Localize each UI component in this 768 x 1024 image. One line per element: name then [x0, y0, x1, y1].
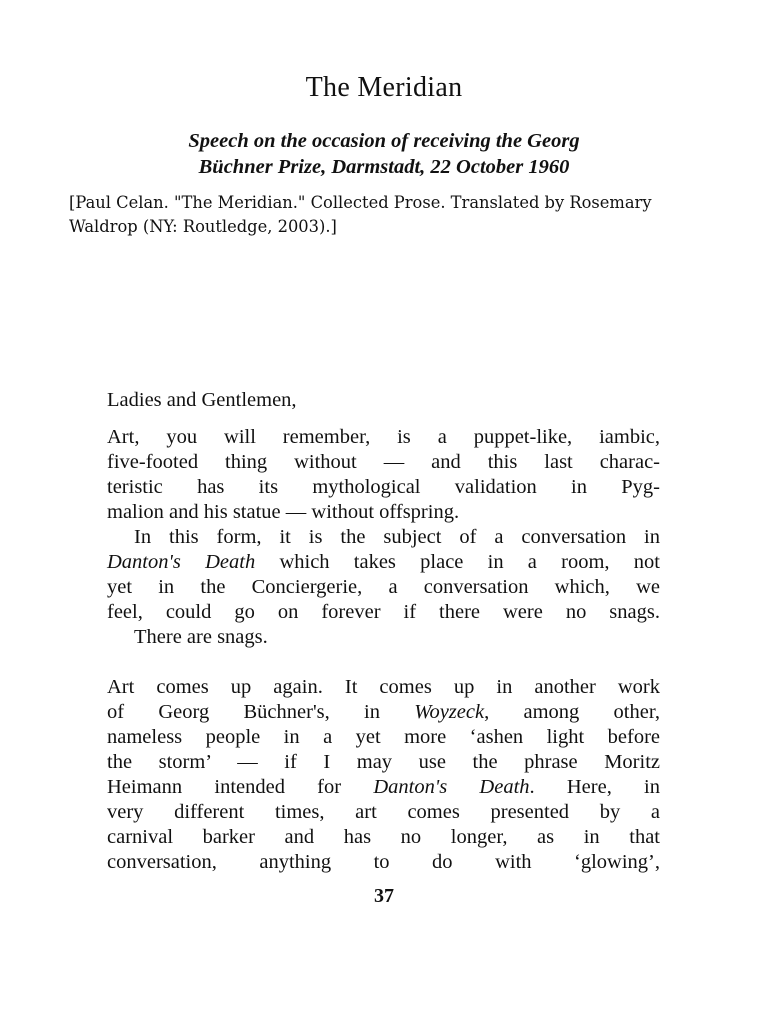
citation-line: [Paul Celan. "The Meridian." Collected Prose. Translated by Rosemary — [69, 193, 652, 212]
text-line: In this form, it is the subject of a conversation in — [134, 526, 660, 548]
text-span: of Georg Büchner's, in — [107, 701, 415, 723]
citation-line: Waldrop (NY: Routledge, 2003).] — [69, 217, 337, 236]
page-title: The Meridian — [305, 72, 463, 103]
italic-title: Woyzeck — [414, 701, 485, 723]
italic-title: Danton's Death — [373, 776, 530, 798]
subtitle-line: Büchner Prize, Darmstadt, 22 October 1960 — [198, 156, 570, 178]
page-number: 37 — [374, 885, 394, 907]
salutation: Ladies and Gentlemen, — [107, 389, 297, 411]
text-line: There are snags. — [134, 626, 268, 648]
text-line: five-footed thing without — and this last charac- — [107, 451, 660, 473]
text-line: malion and his statue — without offspring. — [107, 501, 460, 523]
text-line: conversation, anything to do with ‘glowing’, — [107, 851, 660, 873]
text-span: Heimann intended for — [107, 776, 374, 798]
paragraph — [107, 675, 660, 875]
text-line: feel, could go on forever if there were no snags. — [107, 601, 660, 623]
citation-note — [69, 191, 729, 239]
subtitle-line: Speech on the occasion of receiving the Georg — [188, 130, 580, 152]
paragraph — [107, 425, 660, 650]
text-line: Art, you will remember, is a puppet-like, iambic, — [107, 426, 660, 448]
text-line — [107, 550, 660, 575]
italic-title: Danton's Death — [107, 551, 256, 573]
subtitle — [0, 128, 768, 180]
text-line: Art comes up again. It comes up in another work — [107, 676, 660, 698]
text-line — [107, 700, 660, 725]
text-line: very different times, art comes presented by a — [107, 801, 660, 823]
text-line: teristic has its mythological validation in Pyg- — [107, 476, 660, 498]
text-line: the storm’ — if I may use the phrase Moritz — [107, 751, 660, 773]
text-line — [107, 775, 660, 800]
text-span: , among other, — [484, 701, 660, 723]
text-span: . Here, in — [529, 776, 660, 798]
text-line: yet in the Conciergerie, a conversation which, we — [107, 576, 660, 598]
text-line: carnival barker and has no longer, as in that — [107, 826, 660, 848]
text-line: nameless people in a yet more ‘ashen light before — [107, 726, 660, 748]
text-span: which takes place in a room, not — [255, 551, 660, 573]
